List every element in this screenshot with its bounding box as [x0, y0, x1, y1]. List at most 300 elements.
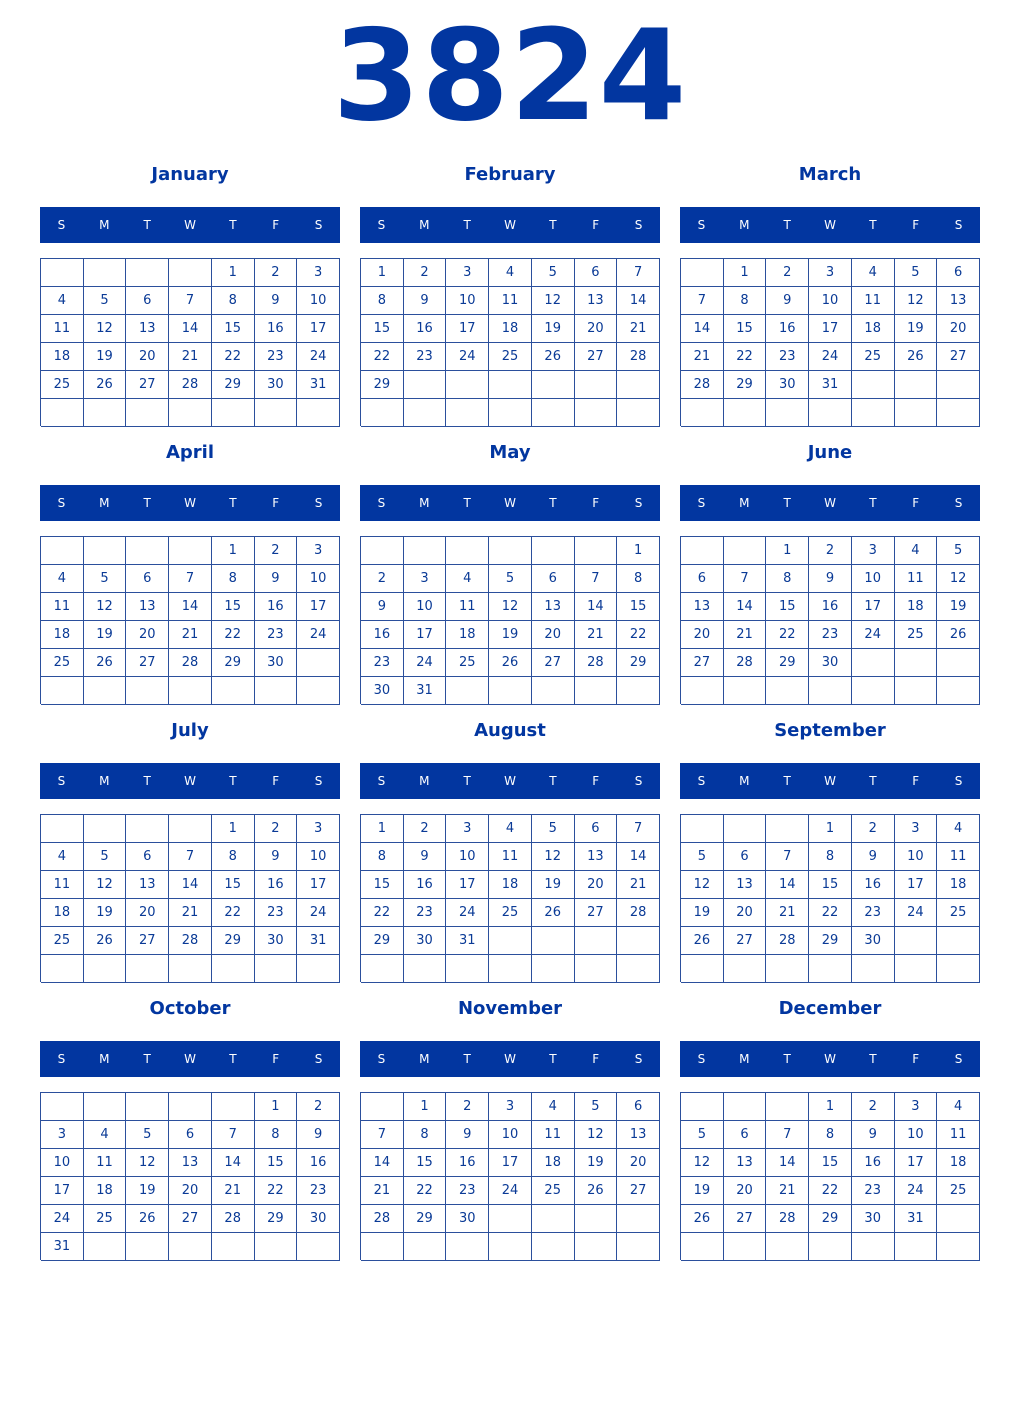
- day-cell: 15: [361, 315, 404, 343]
- day-cell: 12: [681, 1149, 724, 1177]
- day-cell: 29: [361, 927, 404, 955]
- day-cell: 17: [446, 315, 489, 343]
- day-cell: 22: [766, 621, 809, 649]
- weekday-header: [680, 763, 980, 799]
- day-cell: 18: [489, 315, 532, 343]
- empty-cell: [617, 1233, 660, 1261]
- day-cell: 24: [41, 1205, 84, 1233]
- day-cell: 22: [212, 621, 255, 649]
- weekday-header: [360, 485, 660, 521]
- day-cell: 23: [852, 1177, 895, 1205]
- day-cell: 22: [809, 899, 852, 927]
- day-cell: 7: [575, 565, 618, 593]
- weekday-label: W: [504, 496, 516, 510]
- day-cell: 9: [255, 843, 298, 871]
- day-cell: 30: [446, 1205, 489, 1233]
- day-cell: 7: [212, 1121, 255, 1149]
- day-cell: 1: [361, 259, 404, 287]
- day-cell: 6: [532, 565, 575, 593]
- day-cell: 2: [766, 259, 809, 287]
- day-cell: 9: [255, 565, 298, 593]
- day-cell: 9: [446, 1121, 489, 1149]
- day-cell: 28: [766, 927, 809, 955]
- day-cell: 22: [212, 343, 255, 371]
- weekday-label: W: [824, 1052, 836, 1066]
- day-cell: 13: [532, 593, 575, 621]
- weekday-header: [360, 207, 660, 243]
- month-name: June: [807, 442, 853, 463]
- day-cell: 27: [575, 343, 618, 371]
- day-cell: 9: [361, 593, 404, 621]
- weekday-label: S: [634, 1052, 643, 1066]
- empty-cell: [404, 371, 447, 399]
- day-cell: 11: [895, 565, 938, 593]
- day-cell: 30: [852, 1205, 895, 1233]
- day-cell: 4: [41, 843, 84, 871]
- day-cell: 17: [895, 1149, 938, 1177]
- day-cell: 2: [852, 1093, 895, 1121]
- day-cell: 27: [126, 927, 169, 955]
- empty-cell: [126, 1233, 169, 1261]
- day-cell: 21: [169, 899, 212, 927]
- day-cell: 7: [169, 287, 212, 315]
- day-cell: 1: [404, 1093, 447, 1121]
- empty-cell: [617, 1205, 660, 1233]
- day-cell: 14: [212, 1149, 255, 1177]
- day-cell: 8: [809, 843, 852, 871]
- day-cell: 17: [852, 593, 895, 621]
- weekday-label: T: [549, 218, 557, 232]
- weekday-label: T: [783, 1052, 791, 1066]
- empty-cell: [895, 649, 938, 677]
- day-cell: 28: [681, 371, 724, 399]
- day-cell: 17: [297, 593, 340, 621]
- day-cell: 29: [617, 649, 660, 677]
- empty-cell: [895, 927, 938, 955]
- empty-cell: [84, 677, 127, 705]
- day-cell: 20: [126, 343, 169, 371]
- day-cell: 18: [937, 871, 980, 899]
- empty-cell: [617, 371, 660, 399]
- day-cell: 12: [84, 315, 127, 343]
- day-cell: 1: [255, 1093, 298, 1121]
- month-name: March: [798, 164, 862, 185]
- day-cell: 7: [766, 1121, 809, 1149]
- day-cell: 6: [575, 259, 618, 287]
- day-cell: 28: [361, 1205, 404, 1233]
- day-cell: 17: [404, 621, 447, 649]
- weekday-label: S: [954, 1052, 963, 1066]
- empty-cell: [361, 537, 404, 565]
- day-cell: 12: [84, 593, 127, 621]
- weekday-header: [680, 1041, 980, 1077]
- empty-cell: [446, 677, 489, 705]
- weekday-label: F: [592, 1052, 600, 1066]
- weekday-label: S: [314, 774, 323, 788]
- empty-cell: [681, 815, 724, 843]
- empty-cell: [895, 1233, 938, 1261]
- day-cell: 30: [766, 371, 809, 399]
- weekday-label: T: [869, 774, 877, 788]
- empty-cell: [681, 537, 724, 565]
- weekday-label: S: [697, 218, 706, 232]
- day-cell: 13: [169, 1149, 212, 1177]
- empty-cell: [297, 677, 340, 705]
- empty-cell: [532, 537, 575, 565]
- weekday-header: [680, 207, 980, 243]
- day-cell: 7: [766, 843, 809, 871]
- weekday-label: W: [184, 774, 196, 788]
- month-name: September: [774, 720, 886, 741]
- day-cell: 6: [937, 259, 980, 287]
- day-cell: 24: [446, 343, 489, 371]
- day-cell: 21: [766, 899, 809, 927]
- day-cell: 5: [532, 259, 575, 287]
- empty-cell: [446, 1233, 489, 1261]
- day-cell: 26: [84, 371, 127, 399]
- weekday-label: S: [377, 1052, 386, 1066]
- empty-cell: [724, 955, 767, 983]
- days-grid: [680, 814, 980, 982]
- empty-cell: [361, 955, 404, 983]
- day-cell: 11: [489, 843, 532, 871]
- day-cell: 30: [852, 927, 895, 955]
- weekday-label: T: [783, 496, 791, 510]
- day-cell: 5: [84, 843, 127, 871]
- empty-cell: [766, 1093, 809, 1121]
- day-cell: 16: [852, 1149, 895, 1177]
- day-cell: 16: [404, 871, 447, 899]
- day-cell: 24: [297, 621, 340, 649]
- day-cell: 9: [404, 843, 447, 871]
- day-cell: 20: [724, 1177, 767, 1205]
- day-cell: 8: [361, 843, 404, 871]
- day-cell: 5: [84, 565, 127, 593]
- empty-cell: [937, 1233, 980, 1261]
- day-cell: 14: [169, 871, 212, 899]
- day-cell: 5: [937, 537, 980, 565]
- day-cell: 28: [169, 371, 212, 399]
- day-cell: 31: [404, 677, 447, 705]
- day-cell: 4: [489, 259, 532, 287]
- empty-cell: [212, 677, 255, 705]
- weekday-label: S: [954, 218, 963, 232]
- day-cell: 30: [809, 649, 852, 677]
- weekday-label: M: [419, 774, 430, 788]
- day-cell: 21: [212, 1177, 255, 1205]
- day-cell: 16: [852, 871, 895, 899]
- weekday-label: T: [549, 774, 557, 788]
- empty-cell: [361, 1233, 404, 1261]
- day-cell: 6: [724, 843, 767, 871]
- weekday-label: W: [504, 1052, 516, 1066]
- day-cell: 12: [937, 565, 980, 593]
- day-cell: 3: [404, 565, 447, 593]
- day-cell: 14: [575, 593, 618, 621]
- day-cell: 14: [766, 871, 809, 899]
- weekday-label: S: [57, 496, 66, 510]
- day-cell: 8: [766, 565, 809, 593]
- days-grid: [40, 814, 340, 982]
- day-cell: 19: [575, 1149, 618, 1177]
- weekday-header: [40, 1041, 340, 1077]
- day-cell: 19: [937, 593, 980, 621]
- empty-cell: [532, 955, 575, 983]
- empty-cell: [617, 955, 660, 983]
- day-cell: 27: [126, 371, 169, 399]
- empty-cell: [489, 927, 532, 955]
- day-cell: 6: [126, 287, 169, 315]
- weekday-label: F: [592, 218, 600, 232]
- empty-cell: [809, 1233, 852, 1261]
- day-cell: 27: [681, 649, 724, 677]
- day-cell: 24: [446, 899, 489, 927]
- day-cell: 27: [169, 1205, 212, 1233]
- weekday-label: M: [99, 496, 110, 510]
- day-cell: 29: [212, 927, 255, 955]
- day-cell: 27: [575, 899, 618, 927]
- day-cell: 17: [809, 315, 852, 343]
- empty-cell: [489, 399, 532, 427]
- empty-cell: [404, 955, 447, 983]
- day-cell: 3: [297, 537, 340, 565]
- day-cell: 8: [404, 1121, 447, 1149]
- day-cell: 2: [255, 537, 298, 565]
- day-cell: 23: [404, 343, 447, 371]
- day-cell: 20: [126, 621, 169, 649]
- day-cell: 23: [255, 343, 298, 371]
- empty-cell: [937, 927, 980, 955]
- day-cell: 21: [617, 315, 660, 343]
- day-cell: 6: [126, 843, 169, 871]
- day-cell: 2: [809, 537, 852, 565]
- weekday-label: W: [824, 496, 836, 510]
- day-cell: 9: [766, 287, 809, 315]
- day-cell: 17: [895, 871, 938, 899]
- empty-cell: [852, 649, 895, 677]
- day-cell: 9: [255, 287, 298, 315]
- day-cell: 19: [489, 621, 532, 649]
- empty-cell: [169, 1093, 212, 1121]
- weekday-label: T: [463, 218, 471, 232]
- empty-cell: [617, 927, 660, 955]
- day-cell: 11: [489, 287, 532, 315]
- day-cell: 21: [724, 621, 767, 649]
- day-cell: 30: [297, 1205, 340, 1233]
- weekday-label: F: [272, 496, 280, 510]
- empty-cell: [126, 955, 169, 983]
- empty-cell: [41, 815, 84, 843]
- empty-cell: [724, 677, 767, 705]
- day-cell: 6: [681, 565, 724, 593]
- day-cell: 7: [681, 287, 724, 315]
- day-cell: 28: [766, 1205, 809, 1233]
- month-name: May: [489, 442, 531, 463]
- day-cell: 31: [297, 371, 340, 399]
- day-cell: 24: [852, 621, 895, 649]
- day-cell: 23: [255, 899, 298, 927]
- day-cell: 21: [361, 1177, 404, 1205]
- weekday-label: T: [229, 218, 237, 232]
- day-cell: 18: [852, 315, 895, 343]
- weekday-label: W: [184, 1052, 196, 1066]
- empty-cell: [297, 955, 340, 983]
- empty-cell: [126, 1093, 169, 1121]
- day-cell: 30: [255, 649, 298, 677]
- weekday-label: T: [783, 218, 791, 232]
- day-cell: 12: [532, 287, 575, 315]
- weekday-label: W: [504, 774, 516, 788]
- weekday-label: F: [592, 774, 600, 788]
- month-name: August: [474, 720, 546, 741]
- day-cell: 10: [895, 843, 938, 871]
- empty-cell: [489, 537, 532, 565]
- day-cell: 25: [41, 649, 84, 677]
- weekday-label: S: [697, 774, 706, 788]
- day-cell: 5: [84, 287, 127, 315]
- day-cell: 9: [404, 287, 447, 315]
- day-cell: 19: [532, 315, 575, 343]
- day-cell: 11: [41, 593, 84, 621]
- day-cell: 17: [446, 871, 489, 899]
- weekday-label: F: [272, 774, 280, 788]
- weekday-label: S: [697, 496, 706, 510]
- weekday-label: S: [954, 774, 963, 788]
- day-cell: 15: [361, 871, 404, 899]
- weekday-label: T: [463, 774, 471, 788]
- empty-cell: [489, 955, 532, 983]
- empty-cell: [617, 677, 660, 705]
- empty-cell: [852, 955, 895, 983]
- day-cell: 18: [84, 1177, 127, 1205]
- day-cell: 22: [809, 1177, 852, 1205]
- empty-cell: [575, 399, 618, 427]
- day-cell: 2: [404, 259, 447, 287]
- day-cell: 21: [766, 1177, 809, 1205]
- day-cell: 4: [937, 1093, 980, 1121]
- days-grid: [360, 1092, 660, 1260]
- empty-cell: [361, 1093, 404, 1121]
- empty-cell: [41, 399, 84, 427]
- day-cell: 31: [809, 371, 852, 399]
- day-cell: 4: [41, 287, 84, 315]
- weekday-label: T: [549, 1052, 557, 1066]
- day-cell: 10: [446, 287, 489, 315]
- day-cell: 26: [532, 343, 575, 371]
- day-cell: 1: [212, 815, 255, 843]
- day-cell: 24: [895, 1177, 938, 1205]
- empty-cell: [766, 1233, 809, 1261]
- empty-cell: [489, 1205, 532, 1233]
- empty-cell: [575, 1205, 618, 1233]
- month-name: January: [151, 164, 229, 185]
- weekday-label: T: [229, 774, 237, 788]
- empty-cell: [617, 399, 660, 427]
- empty-cell: [809, 399, 852, 427]
- day-cell: 12: [895, 287, 938, 315]
- empty-cell: [84, 815, 127, 843]
- day-cell: 29: [212, 371, 255, 399]
- weekday-label: S: [377, 774, 386, 788]
- day-cell: 16: [404, 315, 447, 343]
- day-cell: 11: [532, 1121, 575, 1149]
- weekday-label: S: [377, 496, 386, 510]
- day-cell: 27: [532, 649, 575, 677]
- day-cell: 1: [361, 815, 404, 843]
- day-cell: 19: [84, 899, 127, 927]
- day-cell: 13: [724, 1149, 767, 1177]
- day-cell: 5: [575, 1093, 618, 1121]
- empty-cell: [404, 1233, 447, 1261]
- day-cell: 10: [297, 287, 340, 315]
- day-cell: 25: [937, 1177, 980, 1205]
- day-cell: 24: [489, 1177, 532, 1205]
- day-cell: 13: [681, 593, 724, 621]
- empty-cell: [681, 677, 724, 705]
- days-grid: [40, 258, 340, 426]
- day-cell: 28: [169, 927, 212, 955]
- empty-cell: [84, 955, 127, 983]
- day-cell: 10: [895, 1121, 938, 1149]
- day-cell: 7: [169, 565, 212, 593]
- day-cell: 24: [809, 343, 852, 371]
- empty-cell: [84, 399, 127, 427]
- day-cell: 4: [532, 1093, 575, 1121]
- empty-cell: [575, 955, 618, 983]
- day-cell: 6: [575, 815, 618, 843]
- day-cell: 23: [809, 621, 852, 649]
- day-cell: 26: [84, 649, 127, 677]
- day-cell: 10: [809, 287, 852, 315]
- day-cell: 18: [41, 343, 84, 371]
- day-cell: 30: [361, 677, 404, 705]
- day-cell: 21: [681, 343, 724, 371]
- day-cell: 1: [809, 1093, 852, 1121]
- weekday-label: F: [912, 1052, 920, 1066]
- day-cell: 20: [681, 621, 724, 649]
- empty-cell: [937, 955, 980, 983]
- empty-cell: [126, 399, 169, 427]
- day-cell: 22: [212, 899, 255, 927]
- day-cell: 20: [575, 871, 618, 899]
- empty-cell: [724, 1233, 767, 1261]
- day-cell: 3: [895, 1093, 938, 1121]
- empty-cell: [575, 371, 618, 399]
- day-cell: 29: [724, 371, 767, 399]
- empty-cell: [724, 1093, 767, 1121]
- day-cell: 22: [404, 1177, 447, 1205]
- empty-cell: [446, 955, 489, 983]
- weekday-label: W: [824, 218, 836, 232]
- day-cell: 4: [489, 815, 532, 843]
- day-cell: 25: [895, 621, 938, 649]
- day-cell: 29: [809, 1205, 852, 1233]
- day-cell: 23: [255, 621, 298, 649]
- weekday-label: S: [697, 1052, 706, 1066]
- day-cell: 11: [937, 843, 980, 871]
- empty-cell: [297, 649, 340, 677]
- day-cell: 5: [895, 259, 938, 287]
- weekday-label: T: [143, 774, 151, 788]
- day-cell: 24: [404, 649, 447, 677]
- day-cell: 3: [297, 259, 340, 287]
- weekday-label: T: [869, 1052, 877, 1066]
- weekday-label: M: [739, 1052, 750, 1066]
- day-cell: 27: [126, 649, 169, 677]
- weekday-label: W: [184, 496, 196, 510]
- weekday-label: S: [57, 1052, 66, 1066]
- day-cell: 4: [41, 565, 84, 593]
